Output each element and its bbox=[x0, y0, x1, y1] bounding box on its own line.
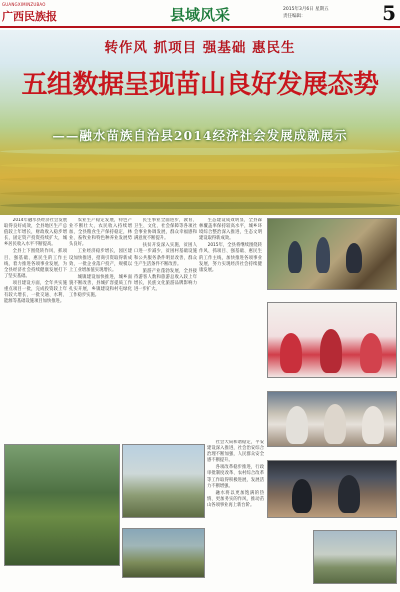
figure-shape bbox=[292, 479, 312, 513]
photo-officials-inspection bbox=[267, 218, 397, 290]
editor-credit: 责任编辑： bbox=[283, 14, 306, 19]
masthead bbox=[0, 0, 400, 28]
article-paragraph: 项目建设方面，全年共实施重点项目一批，完成投资较上年有较大增长，一批交通、水利、能源等基础设施项目加快推进。 bbox=[4, 280, 67, 305]
photo-mountain-scenery bbox=[122, 444, 205, 518]
figure-shape bbox=[288, 241, 302, 273]
figure-shape bbox=[338, 475, 360, 513]
section-title: 县域风采 bbox=[169, 6, 230, 24]
hero-subhead: ——融水苗族自治县2014经济社会发展成就展示 bbox=[52, 128, 348, 143]
figure-shape bbox=[346, 243, 362, 273]
page-number: 5 bbox=[382, 1, 396, 25]
main-headline: 五组数据呈现苗山良好发展态势 bbox=[21, 70, 379, 100]
figure-shape bbox=[362, 406, 384, 444]
photo-craft-workers bbox=[267, 460, 397, 518]
hero-kicker: 转作风 抓项目 强基础 惠民生 bbox=[104, 40, 296, 56]
figure-shape bbox=[320, 329, 342, 373]
photo-ethnic-women bbox=[267, 391, 397, 447]
photo-festival-dancers bbox=[267, 302, 397, 378]
article-column-2 bbox=[69, 218, 132, 436]
logo-text: 广西民族报 bbox=[2, 10, 57, 23]
logo-pinyin: GUANGXIMINZUBAO bbox=[2, 2, 46, 7]
article-column-1 bbox=[4, 218, 67, 436]
article-column-4 bbox=[199, 218, 262, 436]
article-paragraph: 旅游产业蓬勃发展，全县接待游客人数和旅游总收入较上年增长，民族文化旅游品牌影响力进一步扩大。 bbox=[134, 268, 197, 293]
terrace-stripe bbox=[0, 176, 400, 183]
photo-forest-river bbox=[4, 444, 120, 566]
article-paragraph: 社会大局和谐稳定，平安建设深入推进，社会治安综合治理不断加强，人民群众安全感不断提升。 bbox=[207, 440, 264, 464]
article-column-5 bbox=[207, 440, 264, 572]
article-paragraph: 融水将以更加饱满的热情、更加务实的作风，推动苗山各项事业再上新台阶。 bbox=[207, 490, 264, 508]
newspaper-logo bbox=[2, 2, 56, 24]
article-paragraph: 城镇建设加快推进，城乡面貌不断改善，县城扩容提质工作扎实开展，乡镇建设和村屯绿化工作稳步实施。 bbox=[69, 274, 132, 299]
terrace-stripe bbox=[0, 148, 400, 155]
article-paragraph: 全县上下围绕转作风、抓项目、强基础、惠民生的工作主线，着力推进各项事业发展，为全县经济社会持续健康发展打下了坚实基础。 bbox=[4, 249, 67, 279]
article-paragraph: 2015年，全县将继续围绕转作风、抓项目、强基础、惠民生的工作主线，加快推进各项事业发展，努力实现经济社会持续健康发展。 bbox=[199, 243, 262, 273]
figure-shape bbox=[360, 333, 382, 373]
figure-shape bbox=[286, 406, 308, 444]
article-paragraph: 工业经济稳步增长，园区建设加快推进，招商引资取得新成效，一批企业落户投产，规模以上工业增加值实现增长。 bbox=[69, 249, 132, 273]
terrace-stripe bbox=[0, 162, 400, 169]
terrace-stripe bbox=[0, 190, 400, 197]
article-column-3 bbox=[134, 218, 197, 436]
photo-valley-view bbox=[122, 528, 205, 578]
figure-shape bbox=[316, 237, 330, 273]
issue-date: 2015年3月6日 星期五 bbox=[283, 7, 329, 12]
article-paragraph: 民生事业全面进步，教育、卫生、文化、社会保障等各项社会事业协调发展，群众幸福感和满意度不断提升。 bbox=[134, 218, 197, 242]
article-paragraph: 农业生产稳定发展，特色产业不断壮大，农民收入持续增加，全县粮食生产保持稳定，林业、畜牧业和特色种养业发展势头良好。 bbox=[69, 218, 132, 248]
article-paragraph: 生态建设成效明显，全县森林覆盖率保持较高水平，城乡环境综合整治深入推进，生态文明建设取得新成效。 bbox=[199, 218, 262, 242]
article-paragraph: 各项改革稳步推进，行政审批制度改革、农村综合改革等工作取得积极进展，发展活力不断增强。 bbox=[207, 465, 264, 489]
terrace-stripe bbox=[0, 202, 400, 209]
photo-village-landscape bbox=[313, 530, 397, 584]
article-paragraph: 扶贫开发深入实施，贫困人口进一步减少，贫困村基础设施和公共服务条件明显改善，群众生产生活条件不断改善。 bbox=[134, 243, 197, 267]
article-paragraph: 2014年融水县经济社会发展取得良好成效，全县地区生产总值较上年增长，财政收入稳步增长，固定资产投资持续扩大，城乡居民收入水平不断提高。 bbox=[4, 218, 67, 248]
figure-shape bbox=[324, 404, 346, 444]
figure-shape bbox=[280, 333, 302, 373]
hero-banner bbox=[0, 30, 400, 215]
